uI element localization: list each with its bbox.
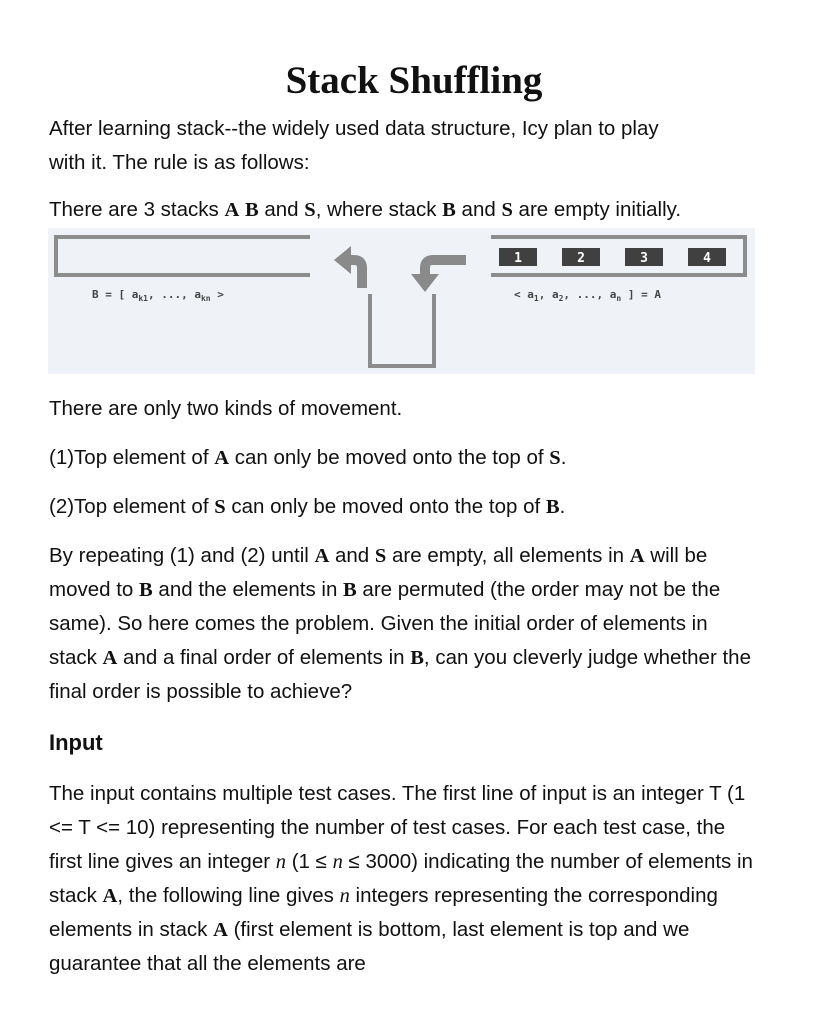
arrow-a-to-s-icon (411, 260, 466, 292)
element-label-4: 4 (703, 251, 711, 266)
page-title: Stack Shuffling (285, 59, 543, 102)
stack-b-outline (56, 237, 310, 275)
rule-2: (2)Top element of S can only be moved onto the top of B. (49, 495, 566, 518)
stack-b-label: B = [ $a_{k1}$, ..., $a_{kn}$ > (92, 288, 224, 303)
intro-line-1: After learning stack--the widely used data structure, Icy plan to play (49, 117, 659, 140)
element-label-2: 2 (577, 251, 585, 266)
stacks-sentence: There are 3 stacks A B and S, where stack B and S are empty initially. (49, 198, 682, 221)
movement-intro: There are only two kinds of movement. (49, 397, 403, 420)
element-label-1: 1 (514, 251, 522, 266)
intro-line-2: with it. The rule is as follows: (49, 151, 310, 174)
rule-1: (1)Top element of A can only be moved onto the top of S. (49, 446, 567, 469)
stack-diagram-svg (48, 228, 755, 374)
stack-diagram (48, 228, 755, 374)
intro-paragraph (49, 112, 761, 180)
stack-a-label: < $a_1$, $a_2$, ..., $a_n$ ] = A (514, 288, 661, 303)
input-heading: Input (49, 730, 103, 755)
input-paragraph: The input contains multiple test cases. The first line of input is an integer T (1 <= T <= 10) representing the number of test cases. For each test case, the first line gives an integer n (1 ≤ n ≤ 3000) indicating the number of elements in stack A, the following line gives n integers representing the corresponding elements in stack A (first element is bottom, last element is top and we guarantee that all the elements are (49, 782, 753, 975)
element-label-3: 3 (640, 251, 648, 266)
stack-s-outline (370, 294, 434, 366)
repeat-paragraph: By repeating (1) and (2) until A and S are empty, all elements in A will be moved to B and the elements in B are permuted (the order may not be the same). So here comes the problem. Given the initial order of elements in stack A and a final order of elements in B, can you cleverly judge whether the final order is possible to achieve? (49, 544, 751, 703)
arrow-s-to-b-icon (334, 246, 362, 288)
